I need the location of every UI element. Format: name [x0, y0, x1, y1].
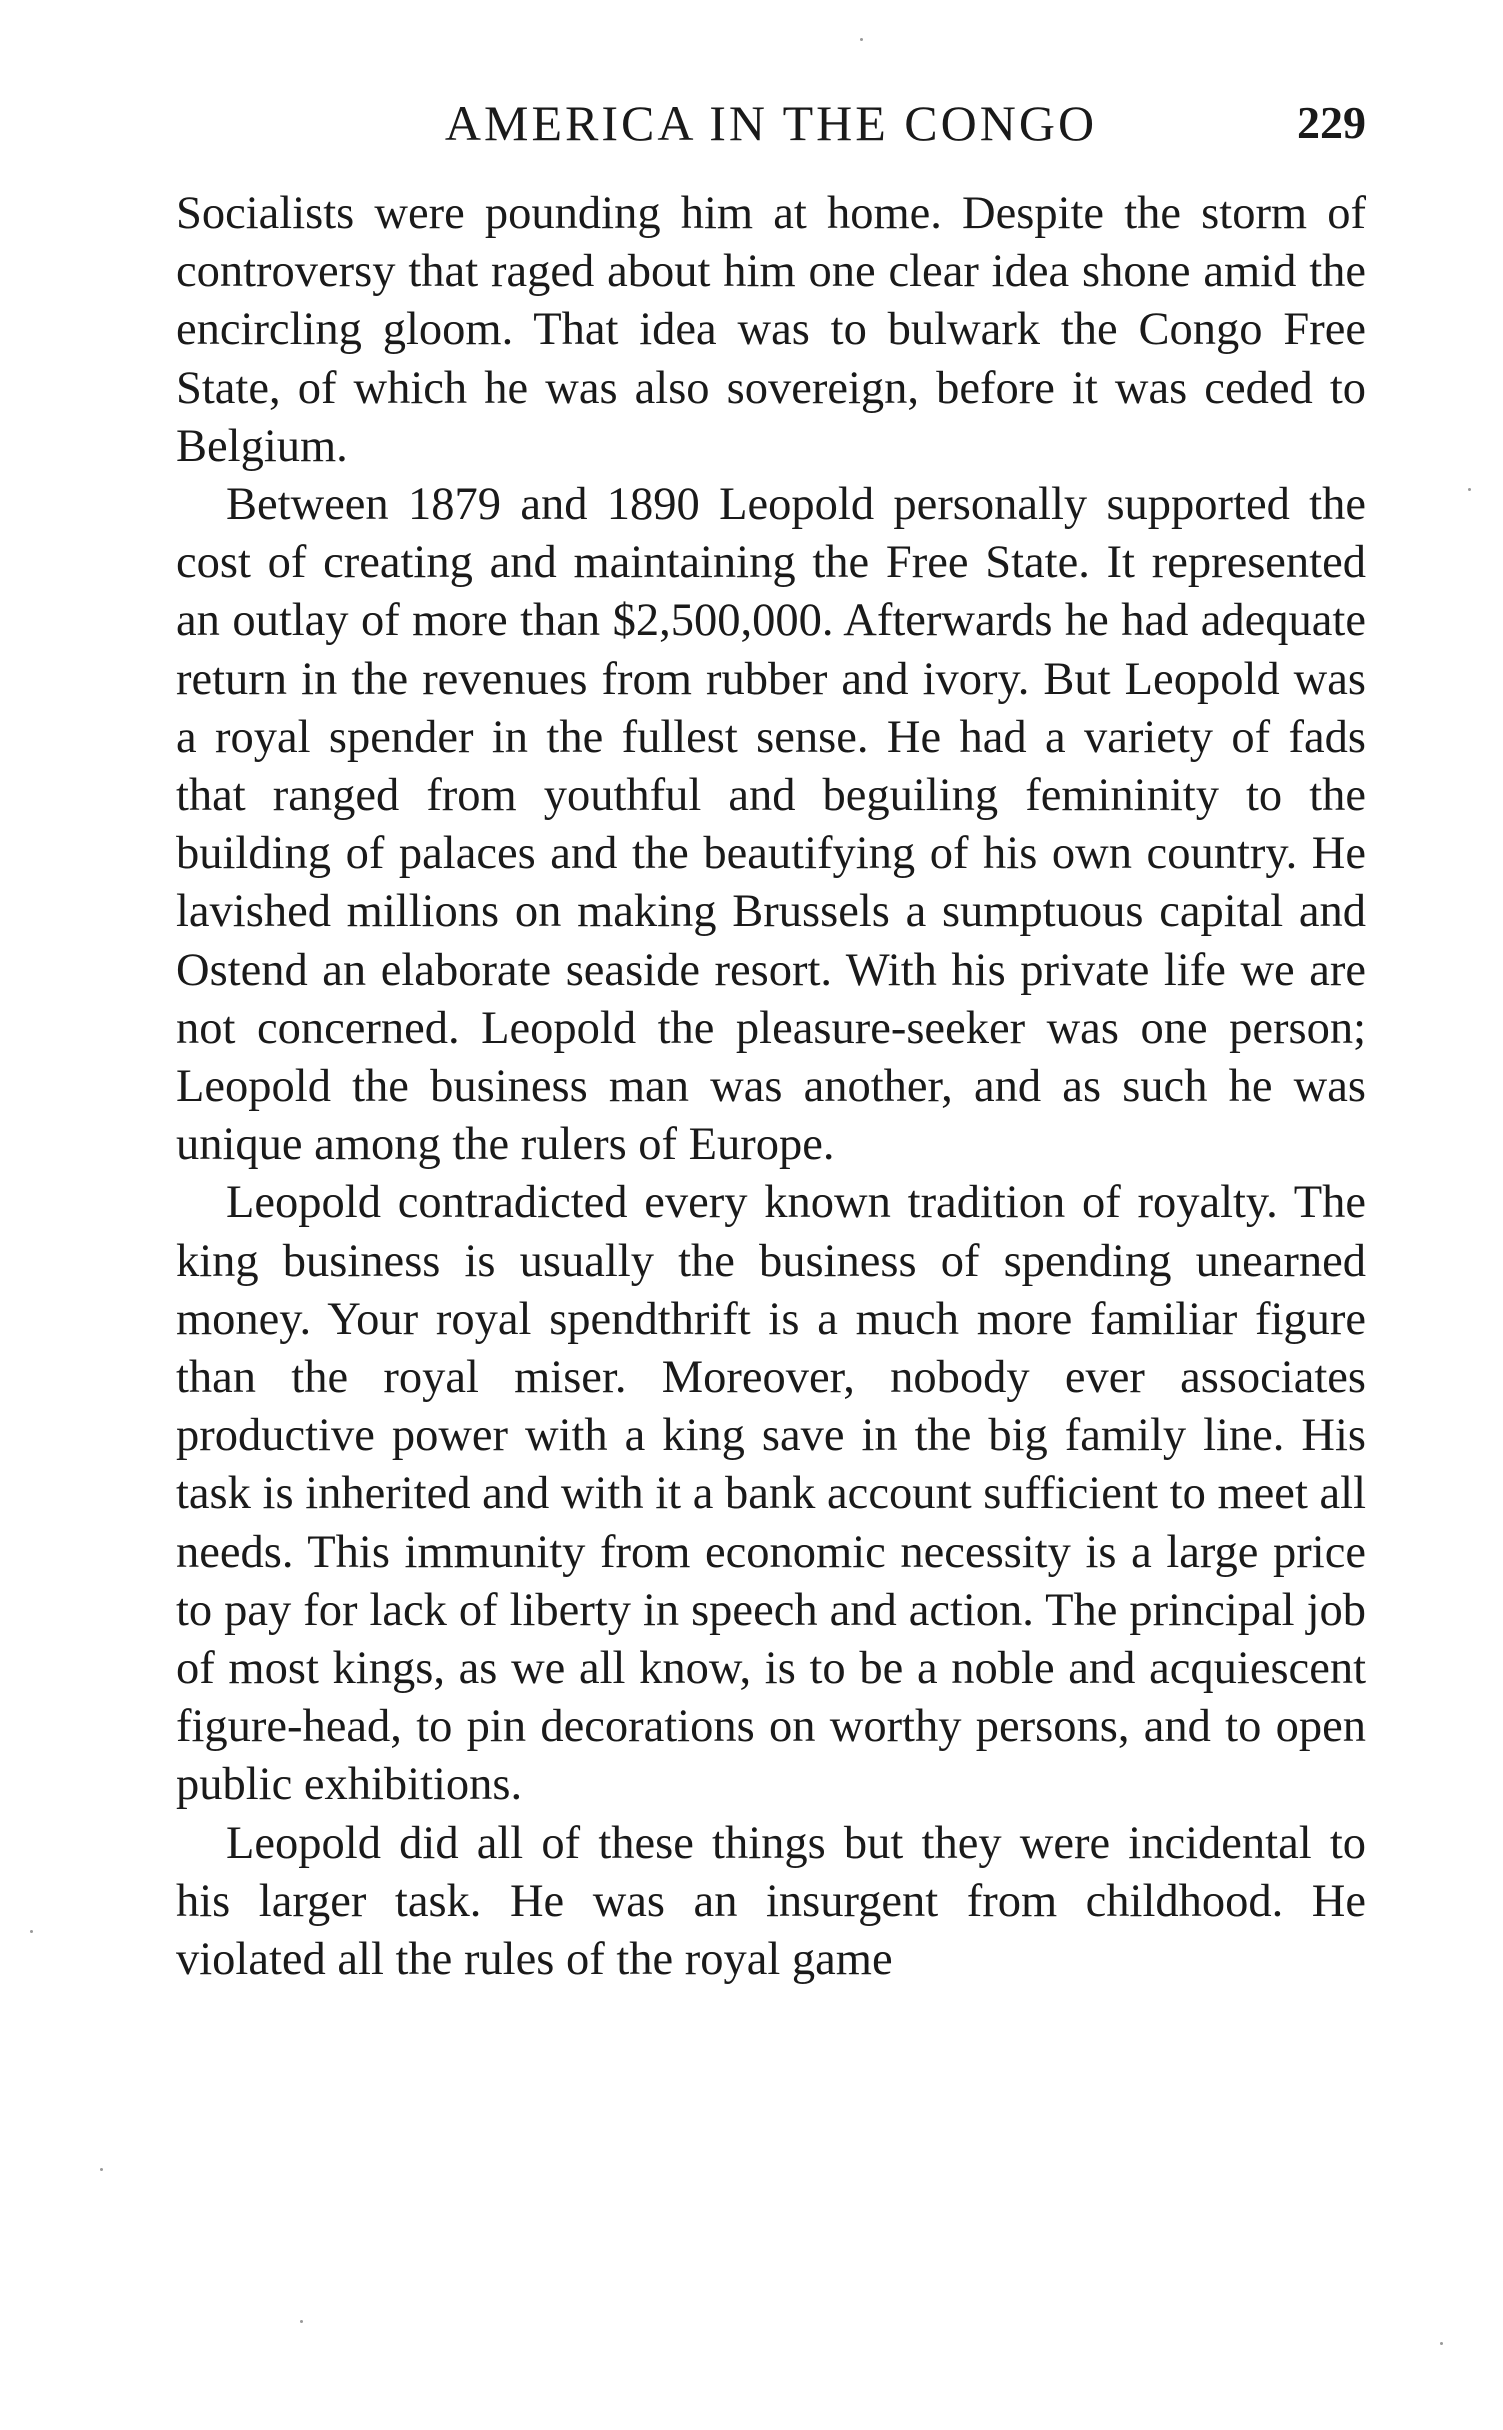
paragraph: Between 1879 and 1890 Leopold personally supported the cost of creating and maintaining the Free State. It represented an outlay of more than $2,500,000. Afterwards he had adequate return in the revenues from rubber and ivory. But Leopold was a royal spender in the fullest sense. He had a variety of fads that ranged from youthful and beguiling femininity to the building of palaces and the beautifying of his own country. He lavished millions on making Brussels a sumptuous capital and Ostend an elaborate seaside resort. With his private life we are not concerned. Leopold the pleasure-seeker was one person; Leopold the business man was another, and as such he was unique among the rulers of Europe. [176, 479, 1366, 1171]
paragraph: Socialists were pounding him at home. Despite the storm of controversy that raged about him one clear idea shone amid the encircling gloom. That idea was to bulwark the Congo Free State, of which he was also sovereign, before it was ceded to Belgium. [176, 188, 1366, 472]
paper-speck [1440, 2342, 1443, 2345]
paper-speck [300, 2320, 303, 2323]
running-header [176, 88, 1366, 158]
paragraph: Leopold did all of these things but they were incidental to his larger task. He was an insurgent from childhood. He violated all the rules of the royal game [176, 1817, 1366, 1986]
paragraph: Leopold contradicted every known tradition of royalty. The king business is usually the business of spending unearned money. Your royal spendthrift is a much more familiar figure than the royal miser. Moreover, nobody ever associates productive power with a king save in the big family line. His task is inherited and with it a bank account sufficient to meet all needs. This immunity from economic necessity is a large price to pay for lack of liberty in speech and action. The principal job of most kings, as we all know, is to be a noble and acquiescent figure-head, to pin decorations on worthy persons, and to open public exhibitions. [176, 1177, 1366, 1811]
paper-speck [1468, 488, 1471, 491]
paper-speck [100, 2168, 103, 2171]
page-number: 229 [1297, 97, 1366, 148]
paper-speck [860, 38, 863, 41]
paper-speck [30, 1930, 33, 1933]
running-title: AMERICA IN THE CONGO [444, 95, 1098, 151]
body-text [176, 185, 1366, 1989]
